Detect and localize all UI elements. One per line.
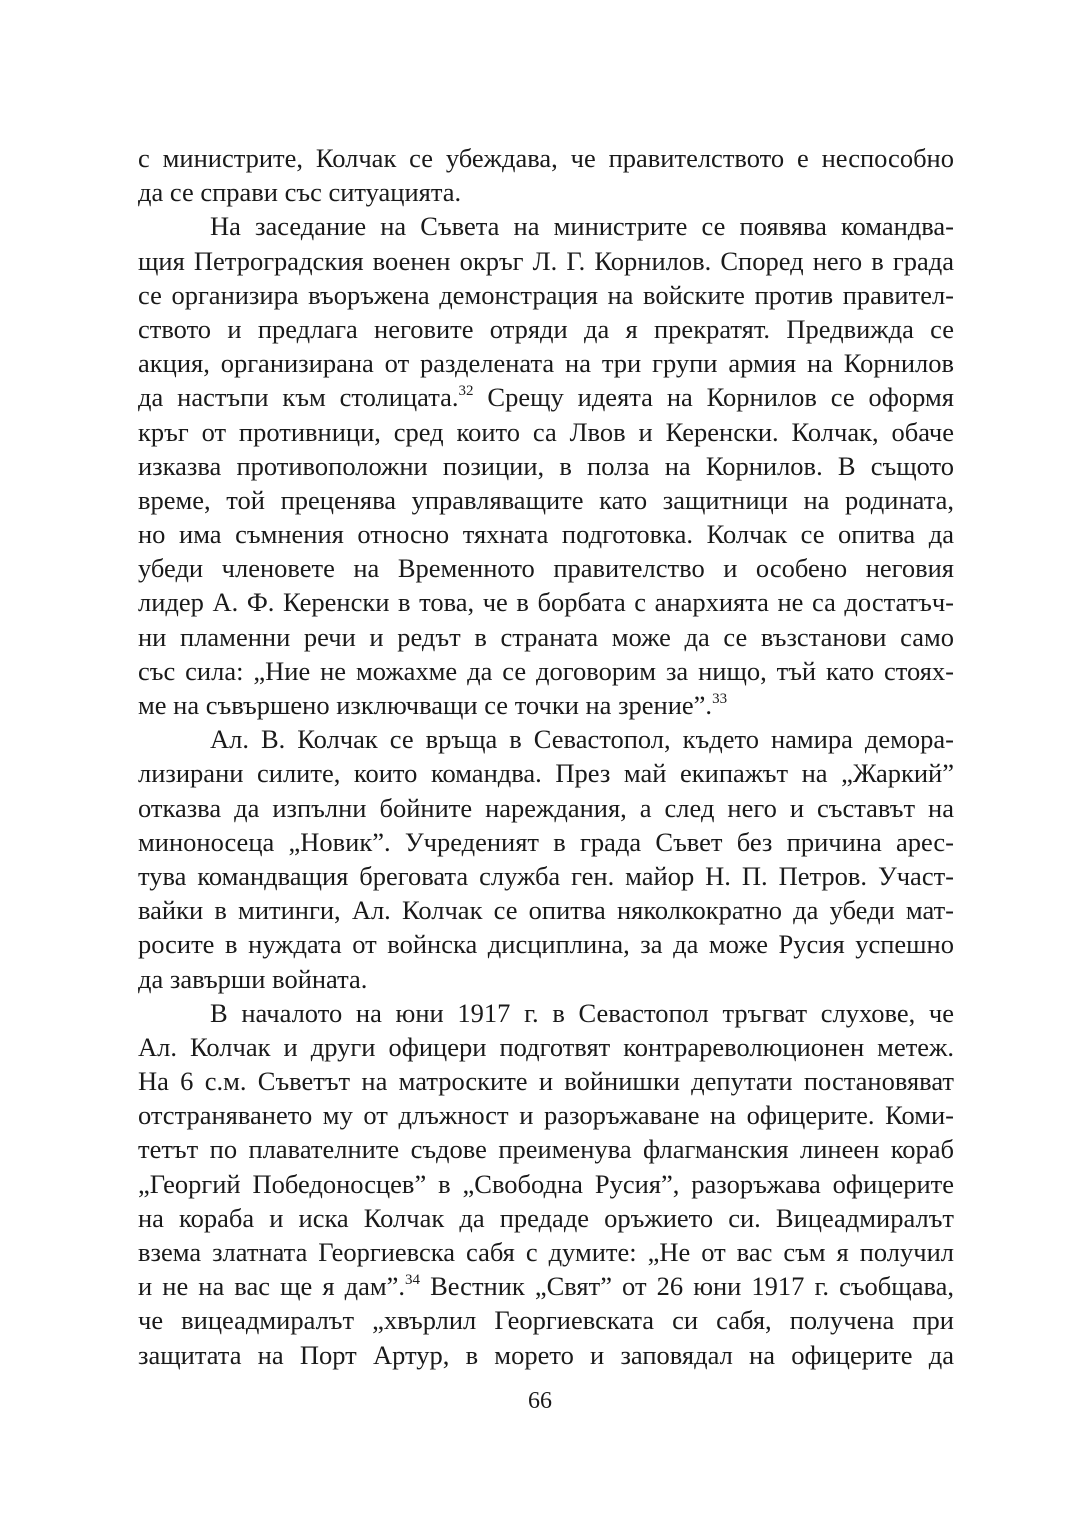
- text-line: отказва да изпълни бойните нареждания, а след него и съставът на: [138, 792, 954, 823]
- text-line: [138, 380, 954, 414]
- footnote-ref-34: 34: [405, 1272, 420, 1289]
- body-text: [138, 141, 954, 1372]
- text-fragment: Срещу идеята на Корнилов се оформя: [473, 382, 954, 413]
- text-line: се организира въоръжена демонстрация на войските против правител-: [138, 279, 954, 310]
- text-line: да се справи със ситуацията.: [138, 177, 462, 208]
- text-line: с министрите, Колчак се убеждава, че правителството е неспособно: [138, 143, 954, 173]
- page-number: 66: [528, 1388, 552, 1414]
- text-line: отстраняването му от длъжност и разоръжаване на офицерите. Коми-: [138, 1100, 954, 1131]
- text-line: [138, 688, 954, 722]
- text-fragment: Вестник „Свят” от 26 юни 1917 г. съобщава,: [420, 1271, 955, 1302]
- text-line: В началото на юни 1917 г. в Севастопол тръгват слухове, че: [210, 997, 954, 1028]
- text-line: акция, организирана от разделената на три групи армия на Корнилов: [138, 348, 954, 379]
- text-line: време, той преценява управляващите като защитници на родината,: [138, 484, 954, 515]
- text-line: със сила: „Ние не можахме да се договорим за нищо, тъй като стоях-: [138, 655, 954, 686]
- text-line: лидер А. Ф. Керенски в това, че в борбата с анархията не са достатъч-: [138, 587, 954, 618]
- text-line: миноносеца „Новик”. Учреденият в града Съвет без причина арес-: [138, 826, 954, 857]
- text-line: росите в нуждата от войнска дисциплина, за да може Русия успешно: [138, 929, 954, 960]
- text-line: На 6 с.м. Съветът на матроските и войнишки депутати постановяват: [138, 1066, 954, 1097]
- text-fragment: ме на съвършено изключващи се точки на зрение”.: [138, 690, 713, 720]
- text-line: защитата на Порт Артур, в морето и заповядал на офицерите да: [138, 1339, 954, 1370]
- footnote-ref-32: 32: [458, 383, 474, 400]
- text-line: взема златната Георгиевска сабя с думите: „Не от вас съм я получил: [138, 1237, 954, 1267]
- text-line: вайки в митинги, Ал. Колчак се опитва няколкократно да убеди мат-: [138, 895, 954, 926]
- text-line: [138, 1269, 954, 1303]
- text-fragment: да настъпи към столицата.: [138, 382, 459, 413]
- text-line: кръг от противници, сред които са Лвов и Керенски. Колчак, обаче: [138, 416, 954, 447]
- text-line: На заседание на Съвета на министрите се появява командва-: [210, 211, 954, 242]
- text-line: ството и предлага неговите отряди да я прекратят. Предвижда се: [138, 313, 954, 344]
- text-line: Ал. Колчак и други офицери подготвят контрареволюционен метеж.: [138, 1031, 954, 1062]
- text-line: ни пламенни речи и редът в страната може да се възстанови само: [138, 621, 954, 652]
- text-fragment: и не на вас ще я дам”.: [138, 1271, 405, 1302]
- text-line: тува командващия бреговата служба ген. майор Н. П. Петров. Участ-: [138, 860, 954, 891]
- text-line: убеди членовете на Временното правителство и особено неговия: [138, 553, 954, 584]
- text-line: тетът по плавателните съдове преименува флагманския линеен кораб: [138, 1134, 954, 1165]
- text-line: но има съмнения относно тяхната подготовка. Колчак се опитва да: [138, 519, 954, 550]
- text-line: „Георгий Победоносцев” в „Свободна Русия”, разоръжава офицерите: [138, 1168, 954, 1199]
- text-line: Ал. В. Колчак се връща в Севастопол, където намира демора-: [210, 724, 954, 755]
- text-line: лизирани силите, които командва. През май екипажът на „Жаркий”: [138, 758, 954, 789]
- text-line: на кораба и иска Колчак да предаде оръжието си. Вицеадмиралът: [138, 1202, 954, 1233]
- text-line: щия Петроградския военен окръг Л. Г. Корнилов. Според него в града: [138, 245, 954, 276]
- footnote-ref-33: 33: [712, 691, 728, 707]
- text-line: да завърши войната.: [138, 963, 368, 994]
- text-line: че вицеадмиралът „хвърлил Георгиевската си сабя, получена при: [138, 1305, 954, 1336]
- text-line: изказва противоположни позиции, в полза на Корнилов. В същото: [138, 450, 954, 481]
